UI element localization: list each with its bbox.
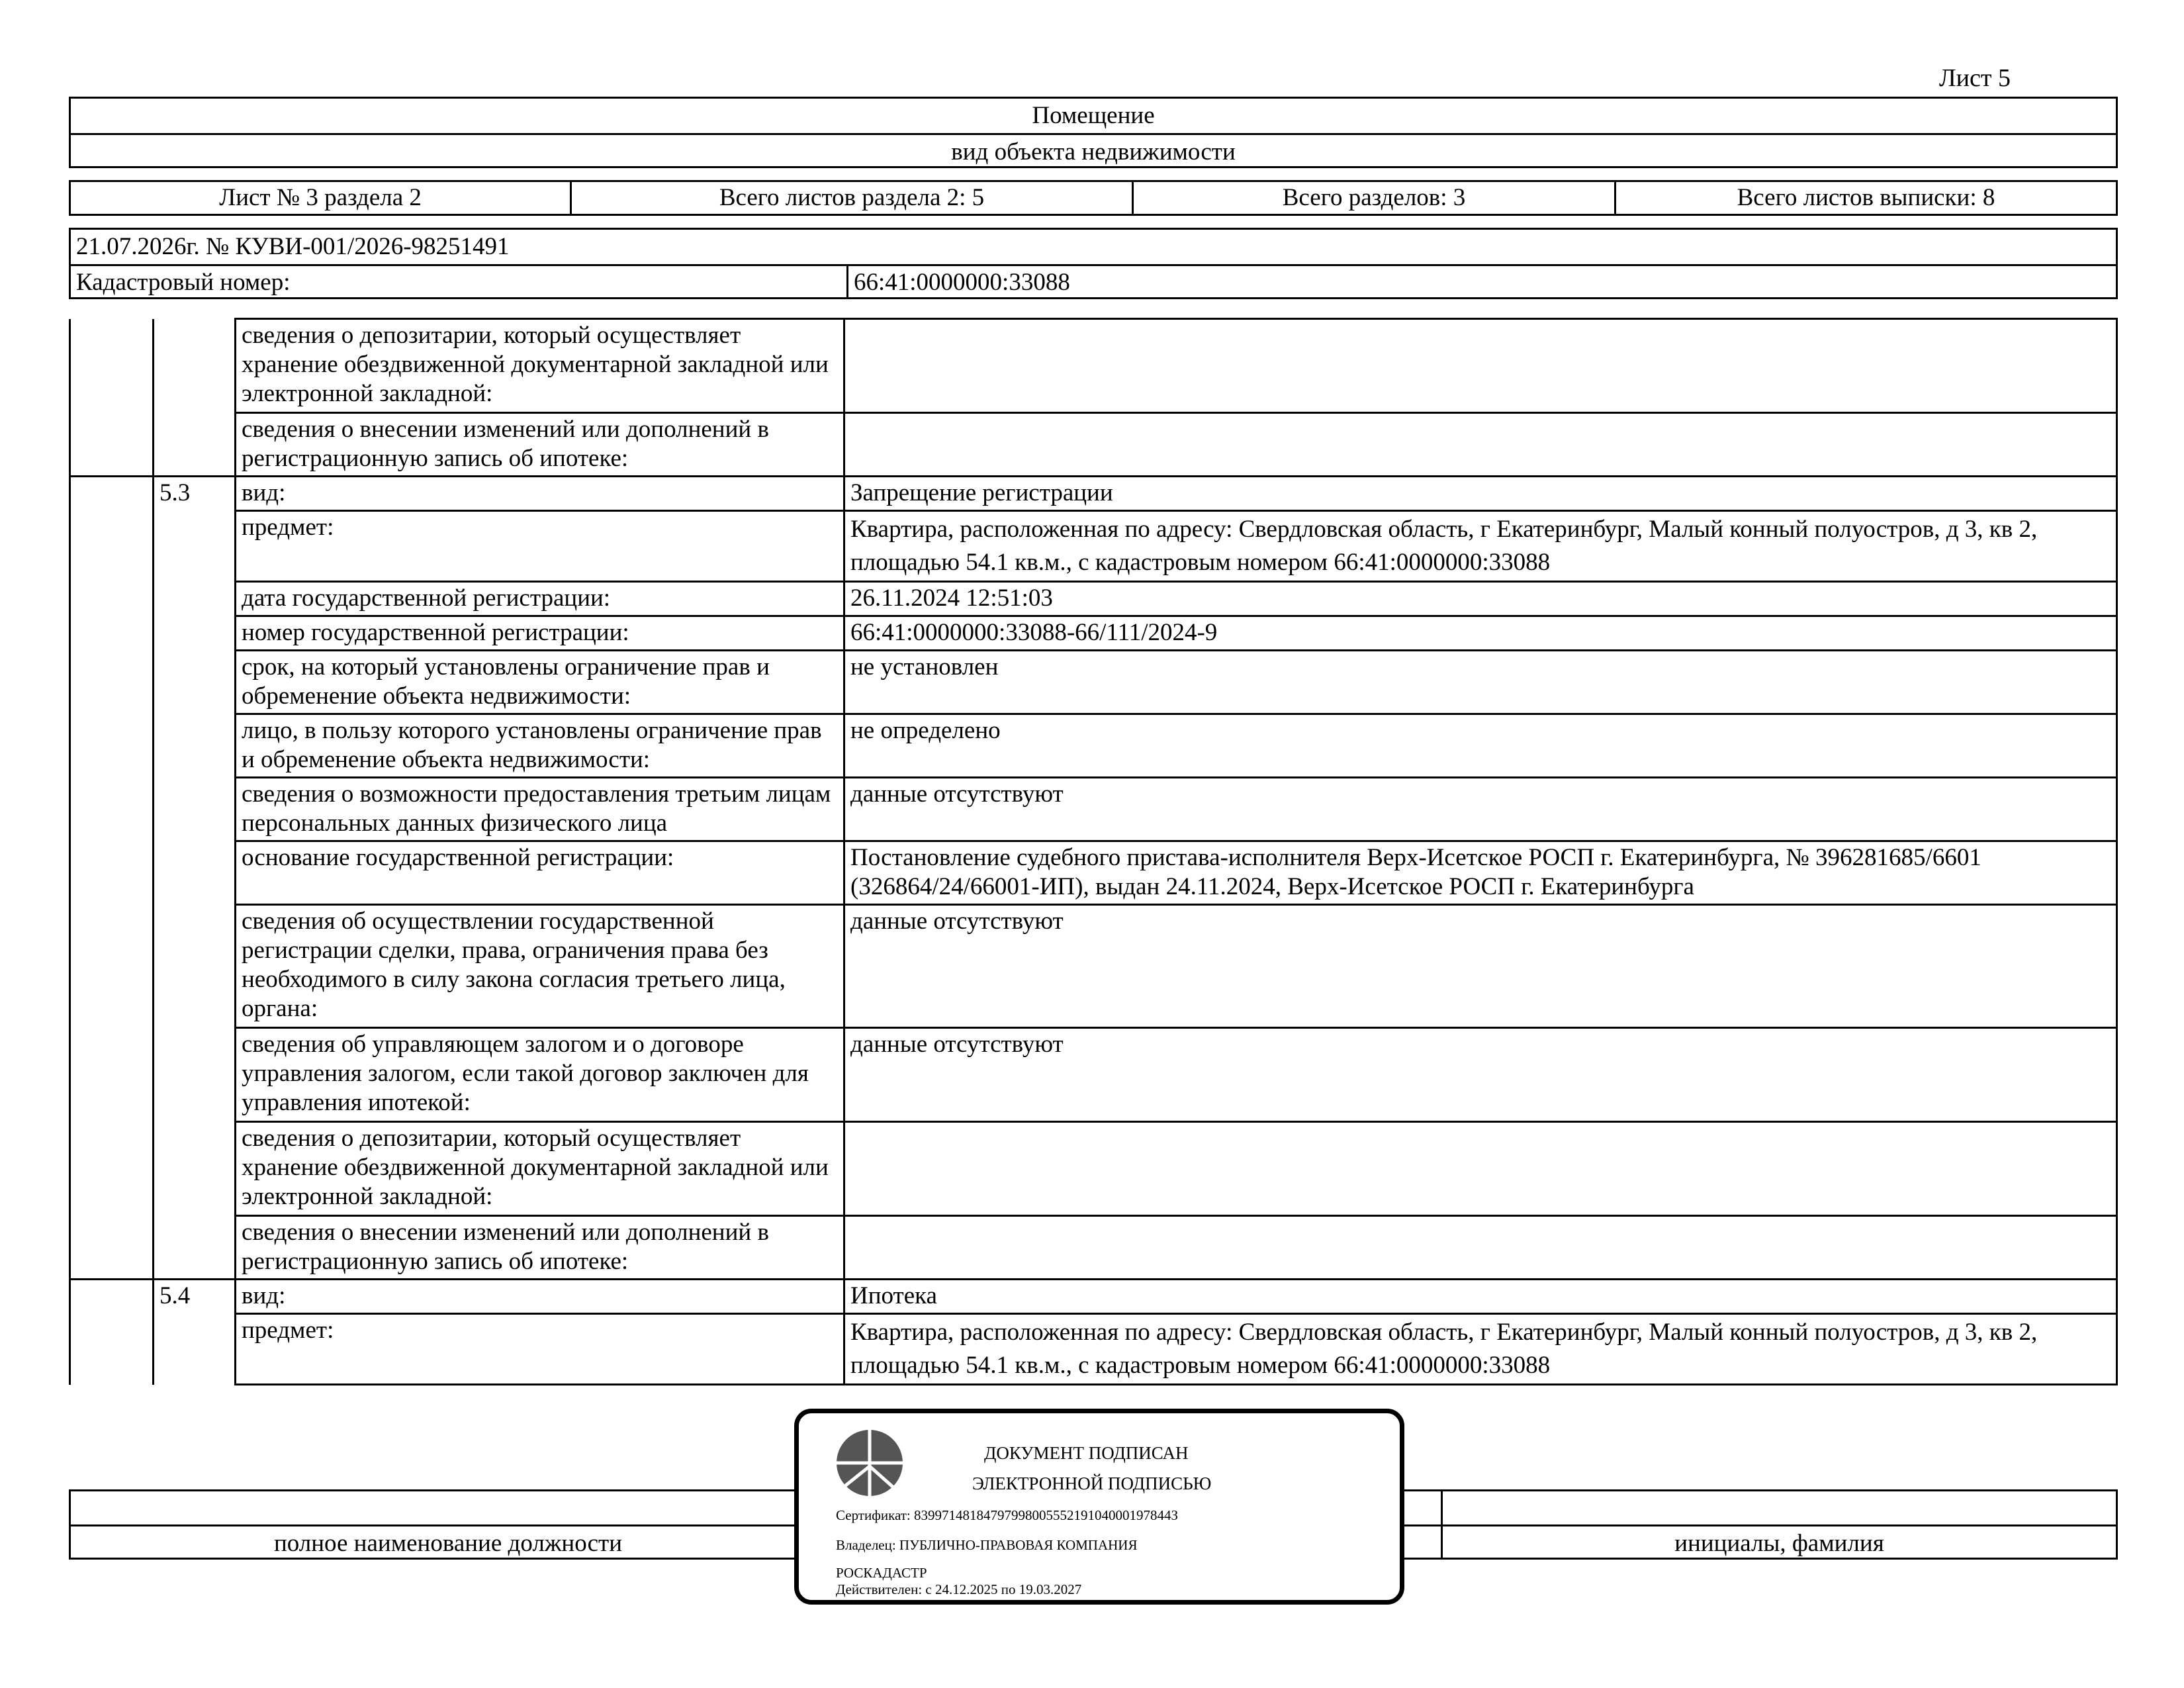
row-label: сведения о внесении изменений или дополнений в регистрационную запись об ипотеке: xyxy=(236,413,844,477)
row-value: Квартира, расположенная по адресу: Свердловская область, г Екатеринбург, Малый конный полуостров, д 3, кв 2, площадью 54.1 кв.м., с кадастровым номером 66:41:0000000:33088 xyxy=(844,1314,2117,1385)
row-value: данные отсутствуют xyxy=(844,778,2117,841)
table-row xyxy=(70,651,2117,714)
e-signature-stamp xyxy=(794,1409,1404,1605)
row-value: Ипотека xyxy=(844,1280,2117,1314)
row-label: основание государственной регистрации: xyxy=(236,841,844,905)
outer-cell xyxy=(70,1280,154,1385)
row-label: сведения об осуществлении государственной регистрации сделки, права, ограничения права без необходимого в силу закона согласия третьего лица, органа: xyxy=(236,905,844,1028)
row-label: лицо, в пользу которого установлены ограничение прав и обременение объекта недвижимости: xyxy=(236,714,844,778)
table-row xyxy=(70,1028,2117,1122)
sheet-label: Лист 5 xyxy=(1938,64,2011,92)
table-row xyxy=(70,511,2117,582)
row-value: Постановление судебного пристава-исполнителя Верх-Исетское РОСП г. Екатеринбурга, № 396281685/6601 (326864/24/66001-ИП), выдан 24.11.2024, Верх-Исетское РОСП г. Екатеринбурга xyxy=(844,841,2117,905)
row-label: сведения о депозитарии, который осуществляет хранение обездвиженной документарной закладной или электронной закладной: xyxy=(236,1122,844,1216)
table-row xyxy=(70,714,2117,778)
row-label: сведения о депозитарии, который осуществляет хранение обездвиженной документарной закладной или электронной закладной: xyxy=(236,319,844,413)
row-value: 26.11.2024 12:51:03 xyxy=(844,582,2117,616)
table-row xyxy=(70,1280,2117,1314)
section-header xyxy=(69,180,2118,216)
encumbrance-table xyxy=(69,318,2118,1385)
row-label: номер государственной регистрации: xyxy=(236,616,844,651)
outer-cell xyxy=(70,319,154,477)
row-label: предмет: xyxy=(236,511,844,582)
table-row xyxy=(70,477,2117,511)
stamp-owner: Владелец: ПУБЛИЧНО-ПРАВОВАЯ КОМПАНИЯ РОСКАДАСТР xyxy=(836,1537,1138,1581)
rosreestr-logo-icon xyxy=(833,1427,906,1499)
object-type-box xyxy=(69,97,2118,168)
entry-number: 5.3 xyxy=(154,477,236,1280)
table-row xyxy=(70,319,2117,413)
row-value: не определено xyxy=(844,714,2117,778)
row-value xyxy=(844,319,2117,413)
cadastral-number: 66:41:0000000:33088 xyxy=(854,269,1070,296)
row-value: данные отсутствуют xyxy=(844,1028,2117,1122)
row-label: сведения о возможности предоставления третьим лицам персональных данных физического лица xyxy=(236,778,844,841)
row-label: предмет: xyxy=(236,1314,844,1385)
table-row xyxy=(70,1216,2117,1280)
position-caption: полное наименование должности xyxy=(273,1530,623,1557)
cadastral-label: Кадастровый номер: xyxy=(71,266,848,299)
table-row xyxy=(70,1122,2117,1216)
stamp-line-1: ДОКУМЕНТ ПОДПИСАН xyxy=(984,1443,1189,1463)
table-row xyxy=(70,778,2117,841)
total-sheets: Всего листов выписки: 8 xyxy=(1615,181,2117,215)
row-value xyxy=(844,413,2117,477)
row-value xyxy=(844,1216,2117,1280)
extract-info-box xyxy=(69,228,2118,299)
table-row xyxy=(70,413,2117,477)
row-value: Квартира, расположенная по адресу: Свердловская область, г Екатеринбург, Малый конный полуостров, д 3, кв 2, площадью 54.1 кв.м., с кадастровым номером 66:41:0000000:33088 xyxy=(844,511,2117,582)
entry-number: 5.4 xyxy=(154,1280,236,1385)
row-label: вид: xyxy=(236,477,844,511)
row-label: вид: xyxy=(236,1280,844,1314)
row-label: срок, на который установлены ограничение прав и обременение объекта недвижимости: xyxy=(236,651,844,714)
table-row xyxy=(70,1314,2117,1385)
row-value: данные отсутствуют xyxy=(844,905,2117,1028)
row-value: Запрещение регистрации xyxy=(844,477,2117,511)
table-row xyxy=(70,616,2117,651)
object-type-caption: вид объекта недвижимости xyxy=(951,138,1236,165)
row-value: не установлен xyxy=(844,651,2117,714)
outer-cell xyxy=(70,477,154,1280)
row-label: сведения об управляющем залогом и о договоре управления залогом, если такой договор заключен для управления ипотекой: xyxy=(236,1028,844,1122)
extract-number: 21.07.2026г. № КУВИ-001/2026-98251491 xyxy=(71,230,2116,266)
table-row xyxy=(70,582,2117,616)
total-sections: Всего разделов: 3 xyxy=(1133,181,1615,215)
entry-number-cell xyxy=(154,319,236,477)
stamp-certificate: Сертификат: 8399714818479799800555219104000197844З xyxy=(836,1507,1179,1523)
row-label: сведения о внесении изменений или дополнений в регистрационную запись об ипотеке: xyxy=(236,1216,844,1280)
table-row xyxy=(70,905,2117,1028)
row-value: 66:41:0000000:33088-66/111/2024-9 xyxy=(844,616,2117,651)
total-sheets-section: Всего листов раздела 2: 5 xyxy=(571,181,1133,215)
name-caption: инициалы, фамилия xyxy=(1674,1530,1884,1557)
stamp-valid: Действителен: с 24.12.2025 по 19.03.2027 xyxy=(836,1581,1082,1597)
stamp-line-2: ЭЛЕКТРОННОЙ ПОДПИСЬЮ xyxy=(972,1474,1212,1493)
table-row xyxy=(70,841,2117,905)
row-label: дата государственной регистрации: xyxy=(236,582,844,616)
sheet-of-section: Лист № 3 раздела 2 xyxy=(70,181,571,215)
object-type: Помещение xyxy=(71,99,2116,135)
row-value xyxy=(844,1122,2117,1216)
